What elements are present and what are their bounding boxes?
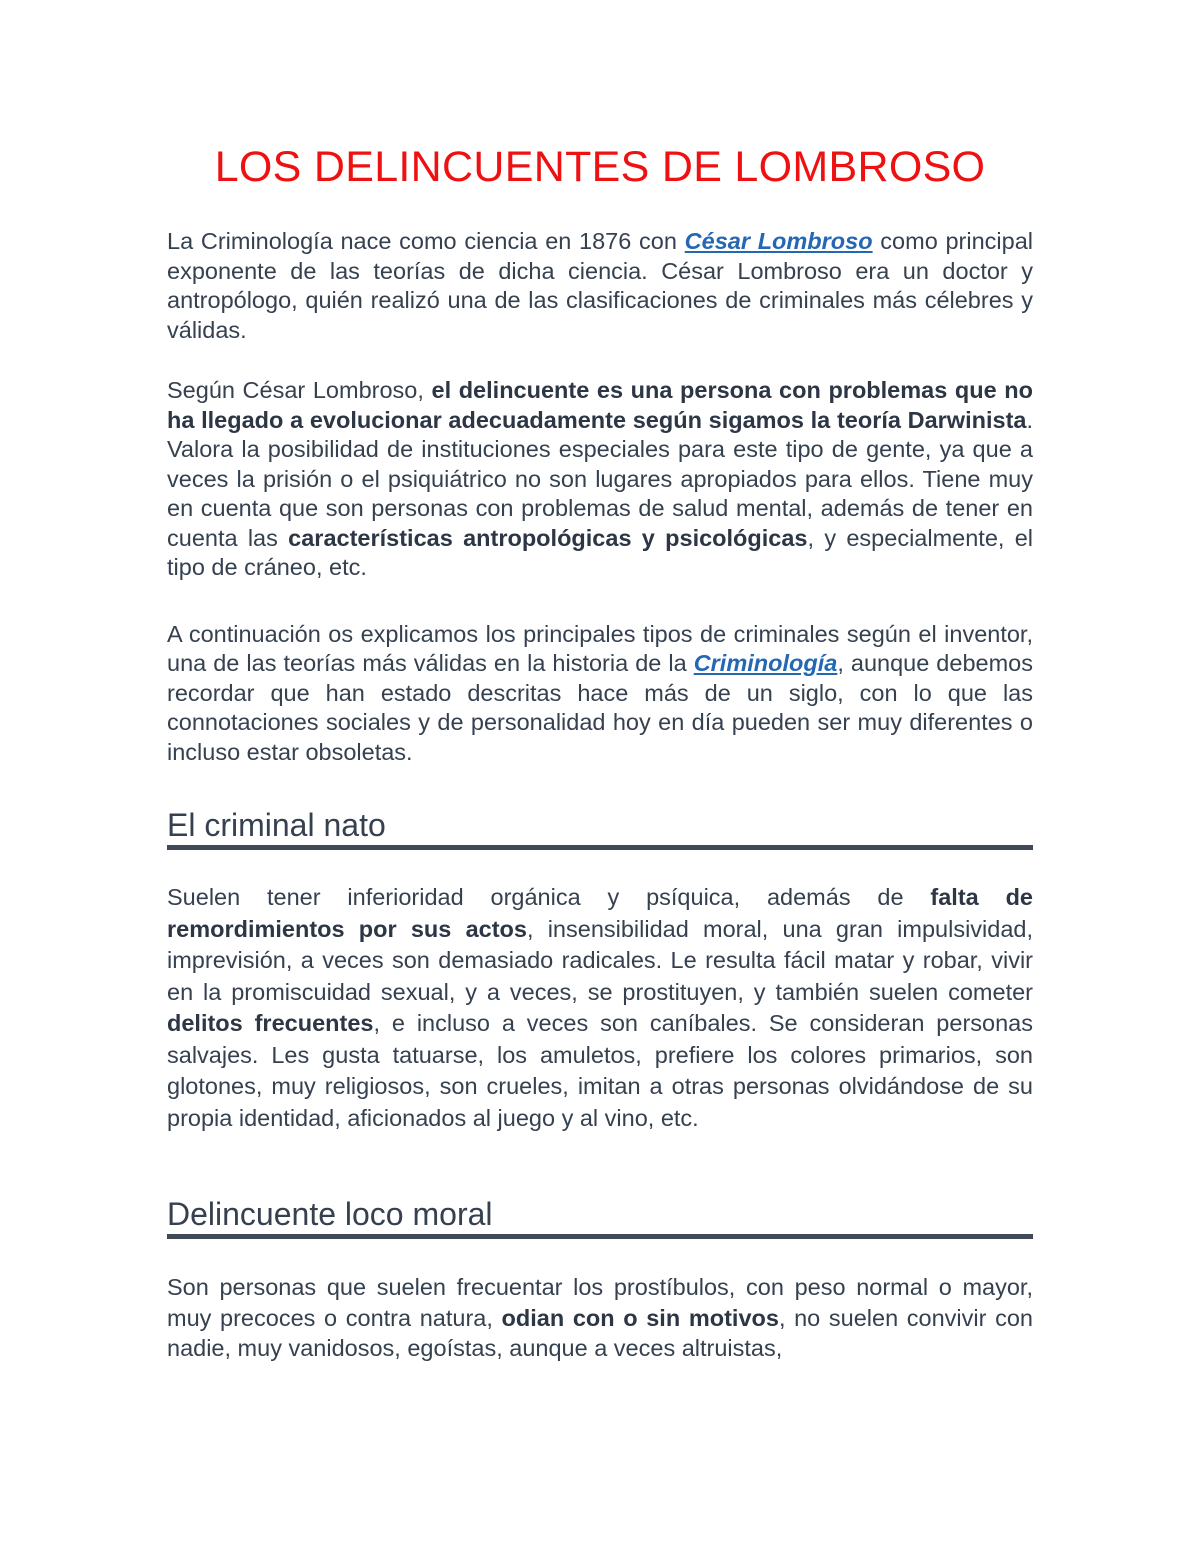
bold-text: delitos frecuentes bbox=[167, 1010, 374, 1036]
bold-text: características antropológicas y psicológicas bbox=[288, 524, 808, 551]
paragraph-text: , aunque debemos recordar que han estado descritas hace más de un siglo, con lo que las connotaciones sociales y de personalidad hoy en día pueden ser muy diferentes o incluso estar obsoletas. bbox=[167, 650, 1033, 765]
paragraph-text: A continuación os explicamos los principales tipos de criminales según el inventor, una de las teorías más válidas en la historia de la bbox=[167, 620, 1033, 676]
paragraph-text: , y especialmente, el tipo de cráneo, etc. bbox=[167, 524, 1033, 580]
paragraph-criminal-nato bbox=[167, 882, 1033, 1134]
section-heading-loco-moral: Delincuente loco moral bbox=[167, 1194, 1033, 1239]
bold-text: falta de remordimientos por sus actos bbox=[167, 884, 1033, 942]
section-heading-criminal-nato: El criminal nato bbox=[167, 805, 1033, 850]
link-cesar-lombroso[interactable]: César Lombroso bbox=[684, 228, 873, 254]
paragraph-text: , e incluso a veces son caníbales. Se consideran personas salvajes. Les gusta tatuarse, los amuletos, prefiere los colores primarios, son glotones, muy religiosos, son crueles, imitan a otras personas olvidándose de su propia identidad, aficionados al juego y al vino, etc. bbox=[167, 1010, 1033, 1131]
link-criminologia[interactable]: Criminología bbox=[693, 650, 838, 676]
paragraph-continuation bbox=[167, 620, 1033, 768]
document-title: LOS DELINCUENTES DE LOMBROSO bbox=[214, 143, 986, 191]
document-content bbox=[167, 138, 1033, 1364]
paragraph-text: La Criminología nace como ciencia en 1876 con bbox=[167, 228, 685, 254]
bold-text: el delincuente es una persona con problemas que no ha llegado a evolucionar adecuadamente según sigamos la teoría Darwinista bbox=[167, 377, 1033, 433]
paragraph-text: Suelen tener inferioridad orgánica y psíquica, además de bbox=[167, 884, 931, 910]
paragraph-lombroso-theory bbox=[167, 376, 1033, 583]
paragraph-text: Según César Lombroso, bbox=[167, 377, 432, 403]
paragraph-text: , insensibilidad moral, una gran impulsividad, imprevisión, a veces son demasiado radicales. Le resulta fácil matar y robar, vivir en la promiscuidad sexual, y a veces, se prostituyen, y también suelen cometer bbox=[167, 915, 1034, 1005]
paragraph-text: Son personas que suelen frecuentar los prostíbulos, con peso normal o mayor, muy precoces o contra natura, bbox=[167, 1274, 1033, 1331]
bold-text: odian con o sin motivos bbox=[501, 1304, 779, 1331]
paragraph-text: . Valora la posibilidad de instituciones especiales para este tipo de gente, ya que a veces la prisión o el psiquiátrico no son lugares apropiados para ellos. Tiene muy en cuenta que son personas con problemas de salud mental, además de tener en cuenta las bbox=[167, 406, 1033, 551]
paragraph-loco-moral bbox=[167, 1272, 1033, 1364]
paragraph-text: como principal exponente de las teorías de dicha ciencia. César Lombroso era un doctor y antropólogo, quién realizó una de las clasificaciones de criminales más célebres y válidas. bbox=[167, 228, 1034, 343]
paragraph-text: , no suelen convivir con nadie, muy vanidosos, egoístas, aunque a veces altruistas, bbox=[167, 1304, 1033, 1361]
paragraph-intro bbox=[167, 227, 1033, 345]
